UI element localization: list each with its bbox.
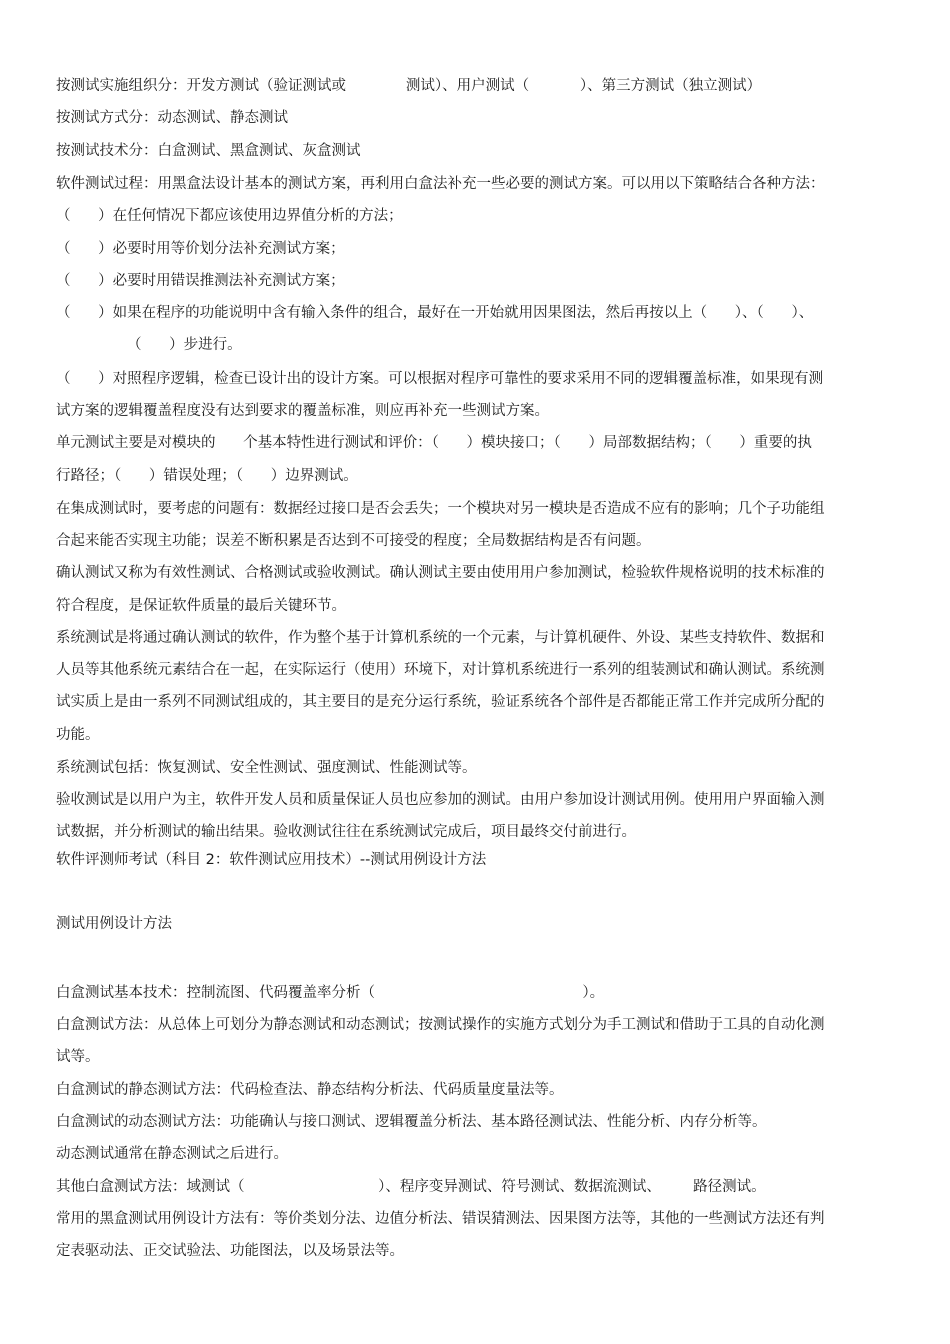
text-line-integration-test-cont: 合起来能否实现主功能；误差不断积累是否达到不可接受的程度；全局数据结构是否有问题。 [56, 533, 651, 549]
text-line-whitebox-static: 白盒测试的静态测试方法：代码检查法、静态结构分析法、代码质量度量法等。 [56, 1082, 564, 1098]
text-line-system-test-1: 系统测试是将通过确认测试的软件，作为整个基于计算机系统的一个元素，与计算机硬件、外设、某些支持软件、数据和 [56, 630, 825, 646]
text-line-dynamic-after-static: 动态测试通常在静态测试之后进行。 [56, 1146, 288, 1162]
text-line-test-org: 按测试实施组织分：开发方测试（验证测试或 测试）、用户测试（ ）、第三方测试（独立测试） [56, 78, 762, 94]
text-line-system-test-2: 人员等其他系统元素结合在一起，在实际运行（使用）环境下，对计算机系统进行一系列的组装测试和确认测试。系统测 [56, 662, 825, 678]
text-line-whitebox-dynamic: 白盒测试的动态测试方法：功能确认与接口测试、逻辑覆盖分析法、基本路径测试法、性能分析、内存分析等。 [56, 1114, 767, 1130]
text-line-step-5-cont: 试方案的逻辑覆盖程度没有达到要求的覆盖标准，则应再补充一些测试方案。 [56, 403, 549, 419]
text-line-blackbox-methods: 常用的黑盒测试用例设计方法有：等价类划分法、边值分析法、错误猜测法、因果图方法等，其他的一些测试方法还有判 [56, 1211, 825, 1227]
text-line-unit-test: 单元测试主要是对模块的 个基本特性进行测试和评价：（ ）模块接口；（ ）局部数据结构；（ ）重要的执 [56, 435, 812, 451]
text-line-step-3: （ ）必要时用错误推测法补充测试方案； [56, 273, 345, 289]
text-line-acceptance-def-cont: 符合程度，是保证软件质量的最后关键环节。 [56, 598, 346, 614]
text-line-integration-test: 在集成测试时，要考虑的问题有：数据经过接口是否会丢失；一个模块对另一模块是否造成不应有的影响；几个子功能组 [56, 501, 825, 517]
text-line-whitebox-methods-cont: 试等。 [56, 1049, 100, 1065]
text-line-acceptance-def: 确认测试又称为有效性测试、合格测试或验收测试。确认测试主要由使用用户参加测试，检验软件规格说明的技术标准的 [56, 565, 825, 581]
text-line-step-4: （ ）如果在程序的功能说明中含有输入条件的组合，最好在一开始就用因果图法，然后再按以上（ ）、（ ）、 [56, 305, 814, 321]
text-line-other-whitebox: 其他白盒测试方法：域测试（ ）、程序变异测试、符号测试、数据流测试、 路径测试。 [56, 1179, 766, 1195]
section-heading-exam: 软件评测师考试（科目 2：软件测试应用技术）--测试用例设计方法 [56, 852, 487, 868]
text-line-unit-test-cont: 行路径；（ ）错误处理；（ ）边界测试。 [56, 468, 358, 484]
text-line-blackbox-methods-cont: 定表驱动法、正交试验法、功能图法，以及场景法等。 [56, 1243, 404, 1259]
text-line-step-2: （ ）必要时用等价划分法补充测试方案； [56, 241, 345, 257]
text-line-test-mode: 按测试方式分：动态测试、静态测试 [56, 110, 288, 126]
text-line-test-process: 软件测试过程：用黑盒法设计基本的测试方案，再利用白盒法补充一些必要的测试方案。可以用以下策略结合各种方法： [56, 176, 825, 192]
text-line-step-4-cont: （ ）步进行。 [127, 337, 242, 353]
text-line-test-technique: 按测试技术分：白盒测试、黑盒测试、灰盒测试 [56, 143, 361, 159]
section-heading-test-case-design: 测试用例设计方法 [56, 916, 172, 932]
text-line-system-test-types: 系统测试包括：恢复测试、安全性测试、强度测试、性能测试等。 [56, 760, 477, 776]
text-line-whitebox-basic: 白盒测试基本技术：控制流图、代码覆盖率分析（ ）。 [56, 985, 605, 1001]
text-line-acceptance-test-2: 试数据，并分析测试的输出结果。验收测试往往在系统测试完成后，项目最终交付前进行。 [56, 824, 636, 840]
text-line-acceptance-test-1: 验收测试是以用户为主，软件开发人员和质量保证人员也应参加的测试。由用户参加设计测试用例。使用用户界面输入测 [56, 792, 825, 808]
text-line-step-1: （ ）在任何情况下都应该使用边界值分析的方法； [56, 208, 403, 224]
text-line-step-5: （ ）对照程序逻辑，检查已设计出的设计方案。可以根据对程序可靠性的要求采用不同的逻辑覆盖标准，如果现有测 [56, 371, 824, 387]
text-line-system-test-3: 试实质上是由一系列不同测试组成的，其主要目的是充分运行系统，验证系统各个部件是否都能正常工作并完成所分配的 [56, 694, 825, 710]
text-line-whitebox-methods: 白盒测试方法：从总体上可划分为静态测试和动态测试；按测试操作的实施方式划分为手工测试和借助于工具的自动化测 [56, 1017, 825, 1033]
text-line-system-test-4: 功能。 [56, 727, 100, 743]
